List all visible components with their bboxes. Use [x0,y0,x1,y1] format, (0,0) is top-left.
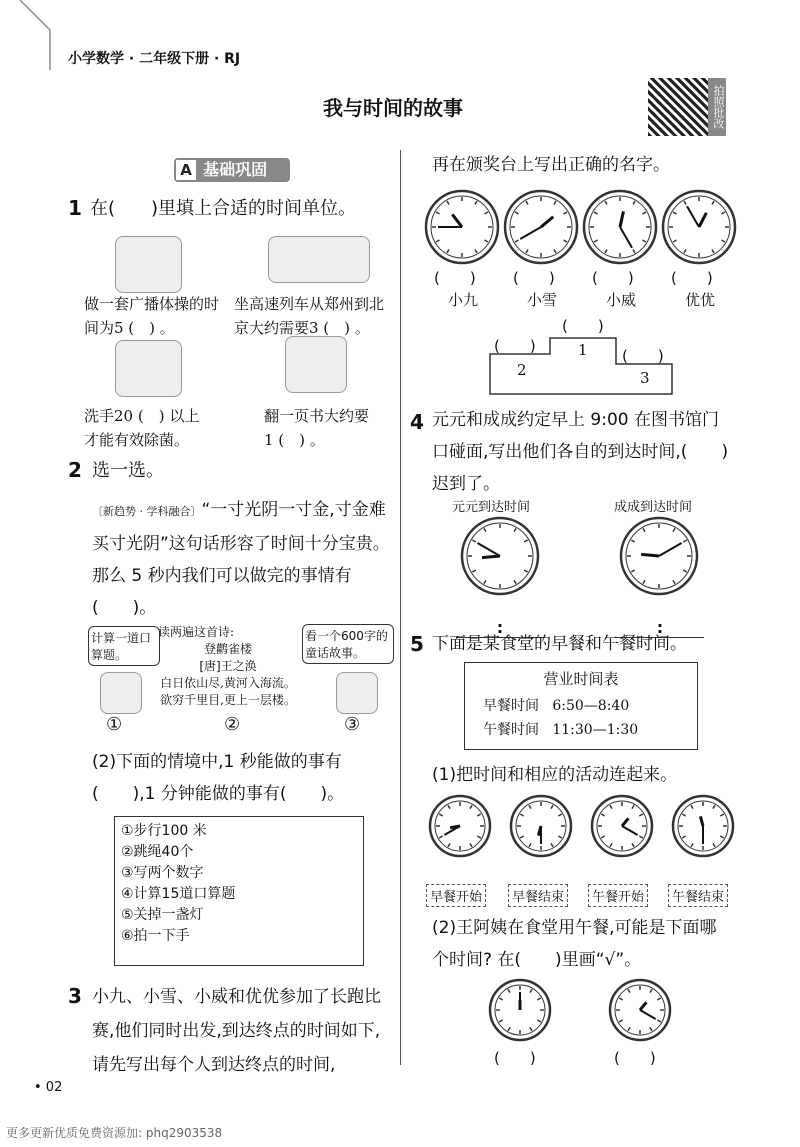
clock-icon [462,518,538,594]
q2-number: 2 [68,458,82,482]
book-title: 小学数学 · 二年级下册 · RJ [68,51,241,67]
answer-paren[interactable]: ( ) [513,269,555,287]
page-title: 我与时间的故事 [323,96,463,120]
clock-icon [673,796,733,856]
list-item: ⑤关掉一盏灯 [121,907,204,923]
clock-icon [490,980,550,1040]
list-item: ③写两个数字 [121,865,204,881]
activity-label[interactable]: 午餐结束 [668,884,728,907]
q4-number: 4 [410,410,424,434]
podium-paren[interactable]: ( ) [622,347,664,365]
section-letter: A [176,160,196,180]
q3-number: 3 [68,984,82,1008]
answer-line[interactable]: : [456,618,544,638]
column-divider [400,150,401,1065]
q1-prompt: 在( )里填上合适的时间单位。 [90,198,357,219]
table-row: 午餐时间 11:30—1:30 [483,722,639,738]
q2-part1 [92,494,392,624]
q3-text: 小九、小雪、小威和优优参加了长跑比赛,他们同时出发,到达终点的时间如下,请先写出每个人到达终点的时间, [92,987,381,1075]
clock-icon [426,191,498,263]
list-item: ⑥拍一下手 [121,928,190,944]
podium-1: 1 [578,341,588,359]
option-3[interactable]: ③ [344,714,361,735]
q3-cont: 再在颁奖台上写出正确的名字。 [432,155,670,175]
q5-text: 下面是某食堂的早餐和午餐时间。 [432,634,687,654]
kid-picture-2 [336,672,378,714]
runner-name: 小九 [448,291,479,309]
section-banner [174,158,290,182]
qr-side-label: 拍照批改 [708,78,726,136]
answer-line[interactable]: : [616,618,704,638]
clock-icon [505,191,577,263]
q1-number: 1 [68,196,82,220]
q2-tag: 〔新趋势 · 学科融合〕 [92,505,202,518]
list-item: ④计算15道口算题 [121,886,236,902]
footer-note: 更多更新优质免费资源加: phq2903538 [6,1126,223,1140]
q5-part2: (2)王阿姨在食堂用午餐,可能是下面哪个时间? 在( )里画“√”。 [432,918,717,970]
activity-label[interactable]: 早餐结束 [508,884,568,907]
q1-item: 做一套广播体操的时间为5 ( ) 。 [84,295,220,337]
qr-code[interactable] [648,78,708,136]
q2-part2: (2)下面的情境中,1 秒能做的事有( ),1 分钟能做的事有( )。 [92,752,345,804]
q5-part1: (1)把时间和相应的活动连起来。 [432,765,678,785]
answer-paren[interactable]: ( ) [614,1049,656,1067]
clock-icon [621,518,697,594]
train-picture [268,236,370,283]
podium-paren[interactable]: ( ) [562,317,604,335]
podium-paren[interactable]: ( ) [494,337,536,355]
podium-2: 2 [517,361,527,379]
answer-paren[interactable]: ( ) [592,269,634,287]
q4-label: 元元到达时间 [452,500,531,515]
clock-icon [610,980,670,1040]
answer-paren[interactable]: ( ) [671,269,713,287]
q2-part1-text: “一寸光阴一寸金,寸金难买寸光阴”这句话形容了时间十分宝贵。那么 5 秒内我们可以做完的事情有( )。 [92,500,390,618]
schedule-table [464,662,698,750]
answer-paren[interactable]: ( ) [434,269,476,287]
option-1[interactable]: ① [106,714,123,735]
list-item: ②跳绳40个 [121,844,194,860]
clock-icon [663,191,735,263]
q4-label: 成成到达时间 [614,500,693,515]
list-item: ①步行100 米 [121,823,207,839]
table-title: 营业时间表 [543,670,619,688]
runner-name: 优优 [685,291,716,309]
answer-paren[interactable]: ( ) [494,1049,536,1067]
clock-icon [511,796,571,856]
runner-name: 小雪 [527,291,558,309]
q4-text: 元元和成成约定早上 9:00 在图书馆门口碰面,写出他们各自的到达时间,( )迟到了。 [432,410,729,494]
reading-picture [285,336,347,393]
activity-label[interactable]: 午餐开始 [588,884,648,907]
q1-item: 翻一页书大约要1 ( ) 。 [264,407,370,449]
clock-icon [430,796,490,856]
gym-picture [115,236,182,293]
q2-prompt: 选一选。 [92,460,164,481]
corner-line [0,0,60,70]
q2-list [114,816,364,966]
runner-name: 小威 [606,291,637,309]
podium-3: 3 [640,369,650,387]
bubble-2: 看一个600字的童话故事。 [302,624,394,664]
table-row: 早餐时间 6:50—8:40 [483,698,630,714]
option-2[interactable]: ② [224,714,241,735]
activity-label[interactable]: 早餐开始 [426,884,486,907]
clock-icon [592,796,652,856]
poem: 读两遍这首诗: 登鹳雀楼 [唐]王之涣 白日依山尽,黄河入海流。 欲穷千里目,更上一层楼。 [158,625,296,707]
clock-icon [584,191,656,263]
q5-number: 5 [410,632,424,656]
q1-item: 洗手20 ( ) 以上才能有效除菌。 [84,407,200,449]
handwash-picture [115,340,182,397]
section-label: 基础巩固 [203,160,268,179]
bubble-1: 计算一道口算题。 [88,626,160,666]
page-number: • 02 [34,1080,63,1095]
q1-item: 坐高速列车从郑州到北京大约需要3 ( ) 。 [234,295,385,337]
kid-picture-1 [100,672,142,714]
